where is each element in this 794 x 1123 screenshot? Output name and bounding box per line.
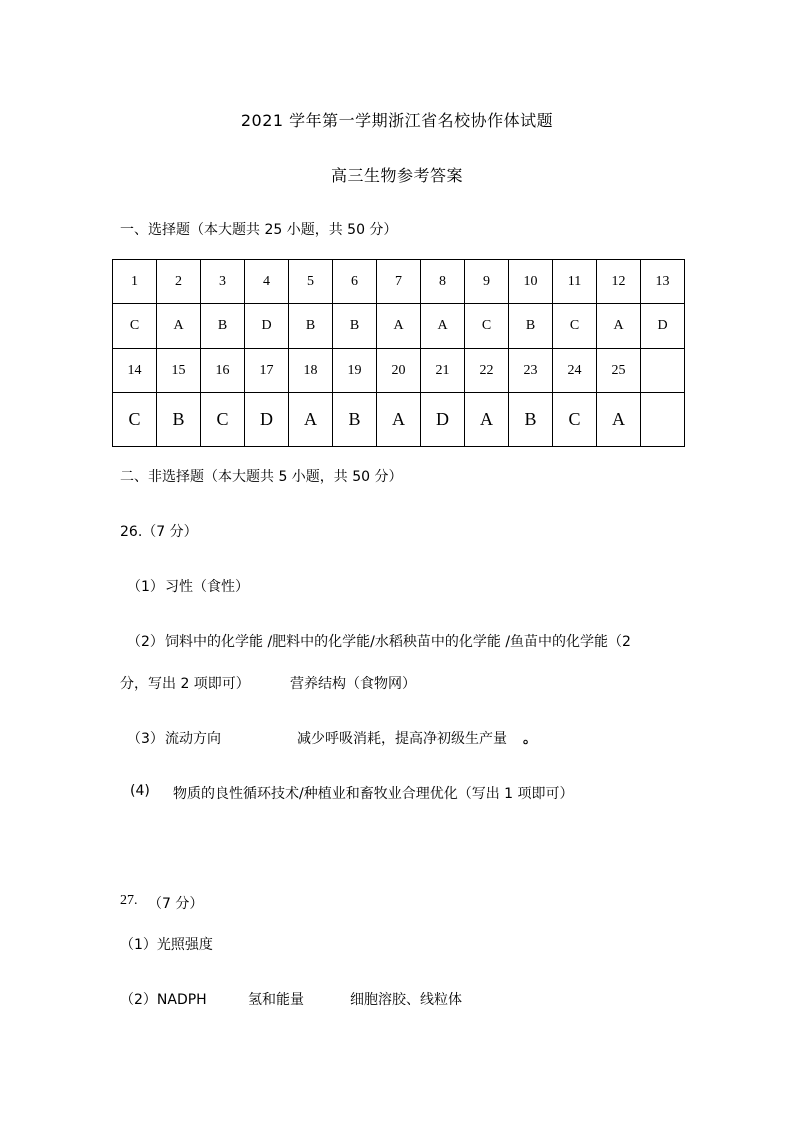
answer-cell: C bbox=[201, 393, 245, 447]
answer-cell: D bbox=[245, 304, 289, 349]
answer-cell: C bbox=[113, 304, 157, 349]
question-number-row bbox=[113, 349, 685, 393]
answer-cell: B bbox=[509, 393, 553, 447]
answer-cell: C bbox=[465, 304, 509, 349]
answer-cell: A bbox=[597, 304, 641, 349]
answer-cell: A bbox=[465, 393, 509, 447]
answer-cell: A bbox=[157, 304, 201, 349]
question-number-cell: 19 bbox=[333, 349, 377, 393]
answer-row bbox=[113, 393, 685, 447]
question-number-cell: 25 bbox=[597, 349, 641, 393]
section-2-heading: 二、非选择题（本大题共 5 小题，共 50 分） bbox=[120, 469, 403, 485]
q26-part2-answer: 饲料中的化学能 /肥料中的化学能/水稻秧苗中的化学能 /鱼苗中的化学能（2 bbox=[165, 634, 631, 650]
document-subtitle: 高三生物参考答案 bbox=[330, 166, 463, 185]
q26-part2-answer-b: 营养结构（食物网） bbox=[290, 676, 416, 692]
question-number-cell: 9 bbox=[465, 260, 509, 304]
question-number-cell: 20 bbox=[377, 349, 421, 393]
section-1-heading: 一、选择题（本大题共 25 小题，共 50 分） bbox=[120, 222, 398, 238]
question-number-cell: 15 bbox=[157, 349, 201, 393]
question-number-cell: 21 bbox=[421, 349, 465, 393]
question-number-cell: 1 bbox=[113, 260, 157, 304]
answer-row bbox=[113, 304, 685, 349]
answer-cell: C bbox=[553, 304, 597, 349]
answer-cell: A bbox=[597, 393, 641, 447]
question-number-cell: 12 bbox=[597, 260, 641, 304]
q27-part1: （1）光照强度 bbox=[120, 937, 213, 953]
answer-cell: D bbox=[421, 393, 465, 447]
q26-part3-answer-b: 减少呼吸消耗，提高净初级生产量 bbox=[297, 731, 507, 747]
question-number-cell: 24 bbox=[553, 349, 597, 393]
question-number-cell: 6 bbox=[333, 260, 377, 304]
answer-cell: B bbox=[509, 304, 553, 349]
q26-part1-number: （1） bbox=[127, 579, 164, 595]
answer-cell: B bbox=[289, 304, 333, 349]
question-number-cell: 4 bbox=[245, 260, 289, 304]
question-number-cell: 14 bbox=[113, 349, 157, 393]
question-number-cell: 17 bbox=[245, 349, 289, 393]
answer-cell: D bbox=[245, 393, 289, 447]
answer-cell: B bbox=[157, 393, 201, 447]
question-number-cell: 16 bbox=[201, 349, 245, 393]
answer-cell: B bbox=[201, 304, 245, 349]
question-number-cell: 23 bbox=[509, 349, 553, 393]
q26-part1-answer: 习性（食性） bbox=[165, 579, 249, 595]
answer-cell bbox=[641, 393, 685, 447]
q26-part3-period: 。 bbox=[523, 731, 537, 747]
document-title: 2021 学年第一学期浙江省名校协作体试题 bbox=[240, 111, 554, 130]
q27-part2-answer-c: 细胞溶胶、线粒体 bbox=[350, 992, 462, 1008]
answer-cell: A bbox=[377, 304, 421, 349]
q27-part2-answer-b: 氢和能量 bbox=[248, 992, 304, 1008]
question-number-cell: 5 bbox=[289, 260, 333, 304]
answer-cell: C bbox=[553, 393, 597, 447]
question-number-cell: 3 bbox=[201, 260, 245, 304]
q26-part4-number: (4) bbox=[130, 783, 150, 799]
question-number-cell: 18 bbox=[289, 349, 333, 393]
answer-cell: C bbox=[113, 393, 157, 447]
q26-part2-continued: 分，写出 2 项即可） bbox=[120, 676, 250, 692]
answer-cell: D bbox=[641, 304, 685, 349]
q27-header-points: （7 分） bbox=[148, 896, 204, 912]
question-number-cell: 8 bbox=[421, 260, 465, 304]
question-number-cell: 2 bbox=[157, 260, 201, 304]
question-number-cell: 7 bbox=[377, 260, 421, 304]
q26-header: 26.（7 分） bbox=[120, 524, 198, 540]
answer-cell: A bbox=[289, 393, 333, 447]
q27-part2-number: （2）NADPH bbox=[120, 992, 207, 1008]
q26-part4-answer: 物质的良性循环技术/种植业和畜牧业合理优化（写出 1 项即可） bbox=[173, 786, 574, 802]
q27-header-number: 27. bbox=[120, 893, 138, 908]
q26-part3-answer-a: 流动方向 bbox=[165, 731, 221, 747]
answer-cell: A bbox=[421, 304, 465, 349]
question-number-cell: 10 bbox=[509, 260, 553, 304]
q26-part3-number: （3） bbox=[127, 731, 164, 747]
question-number-row bbox=[113, 260, 685, 304]
answer-table bbox=[112, 259, 685, 447]
question-number-cell: 22 bbox=[465, 349, 509, 393]
question-number-cell: 13 bbox=[641, 260, 685, 304]
question-number-cell bbox=[641, 349, 685, 393]
answer-cell: B bbox=[333, 393, 377, 447]
question-number-cell: 11 bbox=[553, 260, 597, 304]
answer-cell: A bbox=[377, 393, 421, 447]
answer-cell: B bbox=[333, 304, 377, 349]
q26-part2-number: （2） bbox=[127, 634, 164, 650]
